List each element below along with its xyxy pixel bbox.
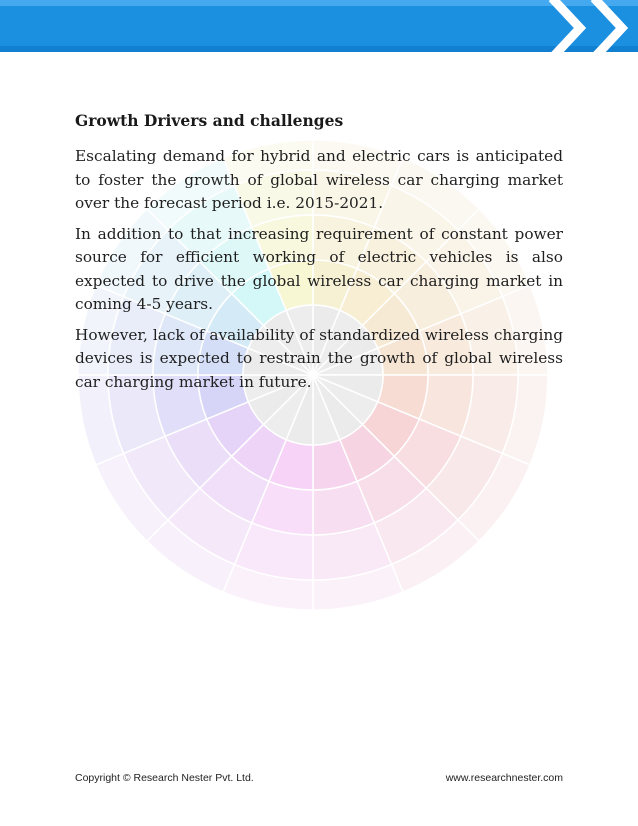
copyright-text: Copyright © Research Nester Pvt. Ltd. <box>75 772 254 784</box>
section-heading: Growth Drivers and challenges <box>75 111 344 130</box>
paragraph-2: In addition to that increasing requirement of constant power source for efficient working of electric vehicles is also expected to drive the global wireless car charging market in coming 4-5 years. <box>75 224 563 313</box>
website-link[interactable]: www.researchnester.com <box>445 772 563 784</box>
header-banner <box>0 0 638 68</box>
paragraph-1: Escalating demand for hybrid and electric cars is anticipated to foster the growth of global wireless car charging market over the forecast period i.e. 2015-2021. <box>75 147 563 212</box>
main-content <box>75 110 563 401</box>
page-footer <box>75 772 563 788</box>
paragraph-3: However, lack of availability of standardized wireless charging devices is expected to restrain the growth of global wireless car charging market in future. <box>75 325 563 391</box>
